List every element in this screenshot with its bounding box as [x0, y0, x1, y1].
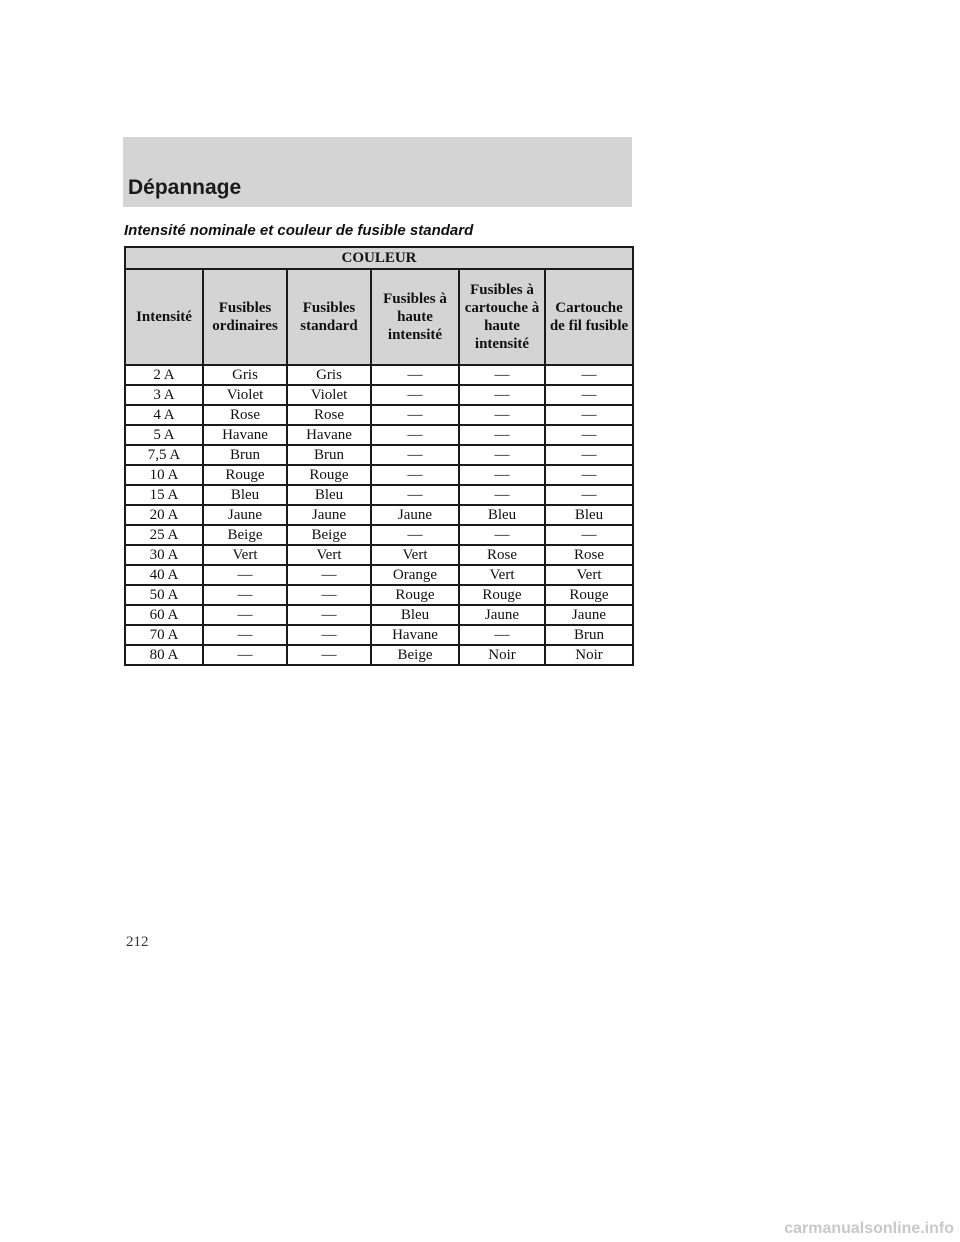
column-header-fusibles-standard: Fusibles standard [287, 269, 371, 365]
table-row [125, 565, 633, 585]
table-cell: Rose [203, 405, 287, 425]
table-cell: Rouge [371, 585, 459, 605]
table-cell: — [287, 585, 371, 605]
table-row [125, 405, 633, 425]
table-cell: Vert [371, 545, 459, 565]
table-cell: — [545, 405, 633, 425]
table-cell: Vert [459, 565, 545, 585]
page-number: 212 [126, 934, 149, 950]
table-cell: Rouge [203, 465, 287, 485]
table-cell: Vert [203, 545, 287, 565]
table-cell: 50 A [125, 585, 203, 605]
table-cell: Noir [459, 645, 545, 665]
table-cell: — [545, 365, 633, 385]
table-cell: Havane [203, 425, 287, 445]
table-cell: — [459, 445, 545, 465]
table-cell: Rouge [287, 465, 371, 485]
table-body [125, 365, 633, 665]
table-cell: Beige [287, 525, 371, 545]
table-cell: 70 A [125, 625, 203, 645]
table-cell: — [459, 485, 545, 505]
table-cell: 20 A [125, 505, 203, 525]
table-cell: Vert [545, 565, 633, 585]
table-cell: 4 A [125, 405, 203, 425]
table-cell: 60 A [125, 605, 203, 625]
table-cell: Rouge [459, 585, 545, 605]
table-cell: 2 A [125, 365, 203, 385]
table-cell: Violet [287, 385, 371, 405]
table-cell: — [459, 365, 545, 385]
table-row [125, 645, 633, 665]
table-row [125, 605, 633, 625]
table-cell: Gris [203, 365, 287, 385]
column-header-fusibles-cartouche: Fusibles à cartouche à haute intensité [459, 269, 545, 365]
table-cell: 7,5 A [125, 445, 203, 465]
table-cell: — [371, 425, 459, 445]
table-cell: — [545, 525, 633, 545]
table-cell: — [287, 565, 371, 585]
table-cell: — [203, 605, 287, 625]
table-caption: Intensité nominale et couleur de fusible standard [124, 222, 474, 239]
section-title: Dépannage [128, 176, 242, 199]
table-cell: Orange [371, 565, 459, 585]
table-cell: Rouge [545, 585, 633, 605]
table-row [125, 385, 633, 405]
table-cell: Gris [287, 365, 371, 385]
table-row [125, 625, 633, 645]
table-cell: Vert [287, 545, 371, 565]
table-cell: Violet [203, 385, 287, 405]
table-cell: Noir [545, 645, 633, 665]
table-cell: — [371, 385, 459, 405]
table-row [125, 545, 633, 565]
column-header-intensite: Intensité [125, 269, 203, 365]
table-cell: — [287, 605, 371, 625]
table-cell: 40 A [125, 565, 203, 585]
table-cell: — [371, 365, 459, 385]
table-cell: — [287, 625, 371, 645]
table-row [125, 585, 633, 605]
table-cell: 10 A [125, 465, 203, 485]
table-cell: — [371, 445, 459, 465]
table-cell: 30 A [125, 545, 203, 565]
table-cell: Bleu [545, 505, 633, 525]
table-cell: — [459, 425, 545, 445]
table-cell: — [203, 625, 287, 645]
table-cell: Jaune [545, 605, 633, 625]
table-cell: — [371, 485, 459, 505]
table-cell: — [203, 565, 287, 585]
table-cell: — [459, 405, 545, 425]
table-cell: — [371, 405, 459, 425]
table-cell: Havane [287, 425, 371, 445]
table-cell: 25 A [125, 525, 203, 545]
table-row [125, 465, 633, 485]
table-cell: Rose [459, 545, 545, 565]
table-cell: 3 A [125, 385, 203, 405]
table-row [125, 365, 633, 385]
column-header-fusibles-haute-intensite: Fusibles à haute intensité [371, 269, 459, 365]
table-row [125, 485, 633, 505]
column-header-cartouche-fil-fusible: Cartouche de fil fusible [545, 269, 633, 365]
table-cell: — [203, 585, 287, 605]
table-cell: Bleu [203, 485, 287, 505]
table-row [125, 425, 633, 445]
column-header-fusibles-ordinaires: Fusibles ordinaires [203, 269, 287, 365]
table-cell: — [371, 525, 459, 545]
group-header-couleur: COULEUR [125, 247, 633, 269]
table-cell: — [371, 465, 459, 485]
table-cell: Jaune [287, 505, 371, 525]
table-row [125, 505, 633, 525]
table-cell: — [459, 525, 545, 545]
table-cell: — [459, 385, 545, 405]
table-cell: — [545, 465, 633, 485]
table-cell: Jaune [371, 505, 459, 525]
table-cell: Bleu [371, 605, 459, 625]
table-cell: Jaune [459, 605, 545, 625]
table-row [125, 525, 633, 545]
table-cell: — [545, 385, 633, 405]
table-row [125, 445, 633, 465]
table-cell: — [287, 645, 371, 665]
table-cell: Beige [371, 645, 459, 665]
table-cell: Havane [371, 625, 459, 645]
table-cell: — [203, 645, 287, 665]
table-cell: 5 A [125, 425, 203, 445]
table-cell: Brun [287, 445, 371, 465]
table-cell: — [545, 425, 633, 445]
table-cell: — [459, 625, 545, 645]
table-cell: Jaune [203, 505, 287, 525]
table-cell: — [545, 485, 633, 505]
table-cell: — [459, 465, 545, 485]
fuse-color-table [124, 246, 634, 666]
table-cell: Bleu [287, 485, 371, 505]
table-cell: Brun [545, 625, 633, 645]
table-cell: Rose [545, 545, 633, 565]
table-cell: 15 A [125, 485, 203, 505]
table-cell: Rose [287, 405, 371, 425]
watermark: carmanualsonline.info [784, 1220, 954, 1237]
table-cell: Bleu [459, 505, 545, 525]
table-cell: Beige [203, 525, 287, 545]
table-cell: Brun [203, 445, 287, 465]
table-cell: — [545, 445, 633, 465]
table-cell: 80 A [125, 645, 203, 665]
